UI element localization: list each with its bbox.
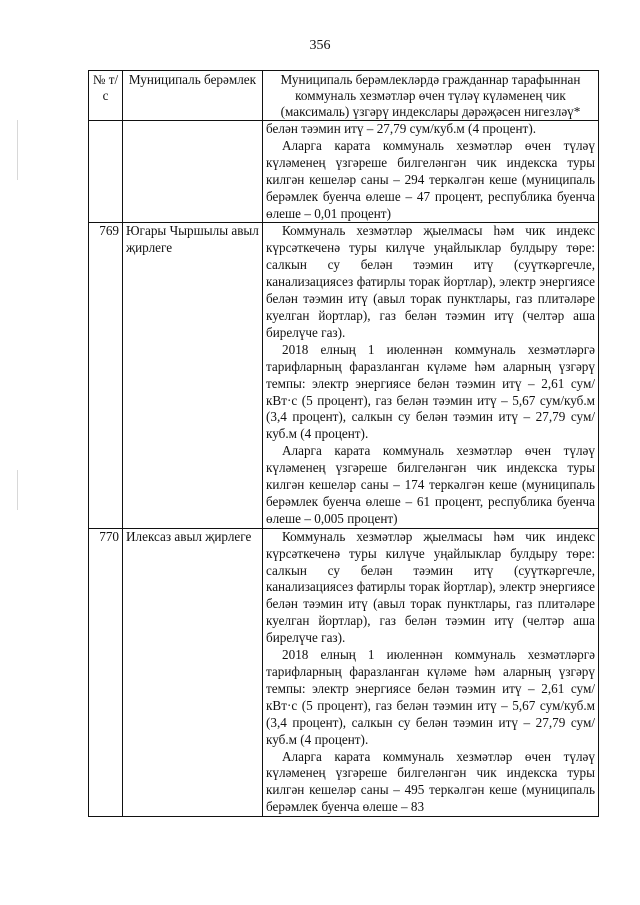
justification-cell: [263, 223, 599, 528]
header-num: № т/с: [89, 71, 123, 121]
municipality-name: Илексаз авыл җирлеге: [123, 528, 263, 816]
header-municipality: Муниципаль берәмлек: [123, 71, 263, 121]
scan-margin-mark: [17, 470, 18, 510]
row-number: [89, 121, 123, 223]
justification-cell: [263, 528, 599, 816]
justification-paragraph: белән тәэмин итү – 27,79 сум/куб.м (4 процент).: [266, 121, 537, 136]
justification-paragraph: Аларга карата коммуналь хезмәтләр өчен түләү күләменең үзгәреше билгеләнгән чик индекска туры килгән кешеләр саны – 294 теркәлгән кеше (муниципаль берәмлек буенча өлеше – 47 процент, республика буенча өлеше – 0,01 процент): [266, 137, 595, 221]
justification-paragraph: Аларга карата коммуналь хезмәтләр өчен түләү күләменең үзгәреше билгеләнгән чик индекска туры килгән кешеләр саны – 174 теркәлгән кеше (муниципаль берәмлек буенча өлеше – 61 процент, республика буенча өлеше – 0,005 процент): [266, 443, 595, 526]
municipality-name: Югары Чыршылы авыл җирлеге: [123, 223, 263, 528]
justification-cell: [263, 121, 599, 223]
tariff-table: [88, 70, 599, 817]
municipality-name: [123, 121, 263, 223]
table-row: [89, 223, 599, 528]
table-header-row: [89, 71, 599, 121]
row-number: 769: [89, 223, 123, 528]
row-number: 770: [89, 528, 123, 816]
justification-paragraph: Аларга карата коммуналь хезмәтләр өчен түләү күләменең үзгәреше билгеләнгән чик индекска туры килгән кешеләр саны – 495 теркәлгән кеше (муниципаль берәмлек буенча өлеше – 83: [266, 748, 595, 815]
table-row: [89, 121, 599, 223]
header-description: Муниципаль берәмлекләрдә гражданнар тарафыннан коммуналь хезмәтләр өчен түләү күләменең чик (максималь) үзгәрү индекслары дәрәҗәсен нигезләү*: [263, 71, 599, 121]
table-row: [89, 528, 599, 816]
scan-margin-mark: [17, 120, 18, 180]
page-number: 356: [309, 38, 331, 53]
justification-paragraph: Коммуналь хезмәтләр җыелмасы һәм чик индекс күрсәткеченә туры килүче уңайлыклар булдыру төре: салкын су белән тәэмин итү (суүткәргечле, канализациясез фатирлы торак йортлар), электр энергиясе белән тәэмин итү (авыл торак пунктлары, газ плитәләре куелган йортлар), газ белән тәэмин итү (челтәр аша бирелүче газ).: [266, 528, 595, 646]
justification-paragraph: Коммуналь хезмәтләр җыелмасы һәм чик индекс күрсәткеченә туры килүче уңайлыклар булдыру төре: салкын су белән тәэмин итү (суүткәргечле, канализациясез фатирлы торак йортлар), электр энергиясе белән тәэмин итү (авыл торак пунктлары, газ плитәләре куелган йортлар), газ белән тәэмин итү (челтәр аша бирелүче газ).: [266, 223, 595, 340]
justification-paragraph: 2018 елның 1 июленнән коммуналь хезмәтләргә тарифларның фаразланган күләме һәм аларның үзгәрү темпы: электр энергиясе белән тәэмин итү – 2,61 сум/кВт·с (5 процент), газ белән тәэмин итү – 5,67 сум/куб.м (3,4 процент), салкын су белән тәэмин итү – 27,79 сум/куб.м (4 процент).: [266, 341, 595, 442]
justification-paragraph: 2018 елның 1 июленнән коммуналь хезмәтләргә тарифларның фаразланган күләме һәм аларның үзгәрү темпы: электр энергиясе белән тәэмин итү – 2,61 сум/кВт·с (5 процент), газ белән тәэмин итү – 5,67 сум/куб.м (3,4 процент), салкын су белән тәэмин итү – 27,79 сум/куб.м (4 процент).: [266, 647, 595, 747]
